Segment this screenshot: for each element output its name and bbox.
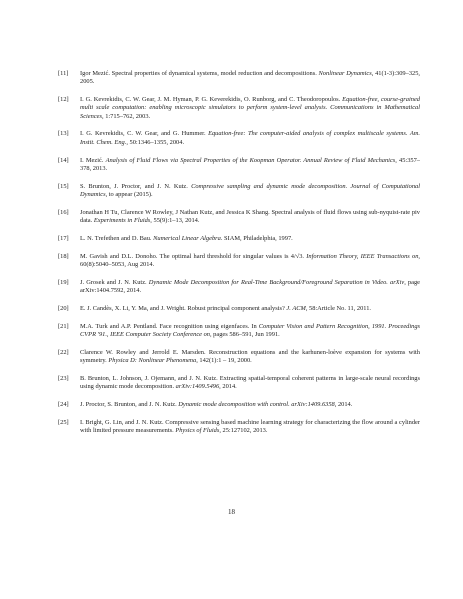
reference-text xyxy=(80,401,352,408)
reference-text xyxy=(80,130,420,145)
reference-item xyxy=(58,401,420,409)
reference-text xyxy=(80,209,420,224)
reference-segment: Jonathan H Tu, Clarence W Rowley, J Nathan Kutz, and Jessica K Shang. Spectral analysis of fluid flows using sub-nyquist-rate piv data. xyxy=(80,208,420,225)
reference-item xyxy=(58,375,420,392)
reference-segment: , 2014. xyxy=(219,383,237,391)
reference-italic-segment: Analysis of Fluid Flows via Spectral Properties of the Koopman Operator. Annual Review of Fluid Mechanics xyxy=(105,156,396,164)
reference-text xyxy=(80,323,420,338)
reference-italic-segment: Physica D: Nonlinear Phenomena xyxy=(108,357,197,365)
reference-number: [17] xyxy=(58,234,69,242)
reference-segment: , pages 586–591, Jun 1991. xyxy=(209,330,280,338)
reference-segment: Clarence W. Rowley and Jerrold E. Marsden. Reconstruction equations and the karhunen-loève expansion for systems with symmetry. xyxy=(80,348,420,365)
reference-item xyxy=(58,279,420,296)
reference-number: [24] xyxy=(58,400,69,408)
reference-italic-segment: Physics of Fluids xyxy=(175,427,220,435)
reference-number: [21] xyxy=(58,322,69,330)
reference-item xyxy=(58,253,420,270)
reference-number: [23] xyxy=(58,374,69,382)
reference-segment: M. Gavish and D.L. Donoho. The optimal hard threshold for singular values is 4/√3. xyxy=(80,252,307,260)
reference-segment: , 25:127102, 2013. xyxy=(219,427,268,435)
reference-italic-segment: J. ACM xyxy=(286,304,306,312)
reference-number: [22] xyxy=(58,348,69,356)
reference-text xyxy=(80,279,420,294)
reference-text xyxy=(80,253,420,268)
reference-item xyxy=(58,419,420,436)
reference-segment: J. Proctor, S. Brunton, and J. N. Kutz. xyxy=(80,400,179,408)
reference-item xyxy=(58,70,420,87)
reference-segment: S. Brunton, J. Proctor, and J. N. Kutz. xyxy=(80,182,192,190)
reference-item xyxy=(58,130,420,147)
reference-number: [11] xyxy=(58,70,69,77)
reference-text xyxy=(80,157,420,172)
reference-italic-segment: Equation-free, course-grained multi scale computation: enabling microscopic simulators to perform system-level analysis. Communications in Mathematical Sciences xyxy=(80,96,420,120)
reference-text xyxy=(80,419,420,434)
reference-number: [16] xyxy=(58,208,69,216)
reference-segment: I. Bright, G. Lin, and J. N. Kutz. Compressive sensing based machine learning strategy for characterizing the flow around a cylinder with limited pressure measurements. xyxy=(80,418,420,435)
reference-number: [19] xyxy=(58,278,69,286)
reference-text xyxy=(80,96,420,120)
reference-segment: B. Brunton, L. Johnson, J. Ojemann, and J. N. Kutz. Extracting spatial-temporal coherent patterns in large-scale neural recordings using dynamic mode decomposition. xyxy=(80,374,420,391)
reference-italic-segment: Numerical Linear Algebra xyxy=(153,234,221,242)
reference-text xyxy=(80,375,420,390)
reference-number: [12] xyxy=(58,96,69,104)
reference-text xyxy=(80,235,293,242)
reference-number: [14] xyxy=(58,156,69,164)
reference-segment: , 142(1):1 – 19, 2000. xyxy=(196,357,252,365)
reference-item xyxy=(58,183,420,200)
reference-item xyxy=(58,349,420,366)
reference-text xyxy=(80,183,420,198)
reference-italic-segment: Dynamic mode decomposition with control. arXiv:1409.6358 xyxy=(178,400,335,408)
reference-segment: L. N. Trefethen and D. Bau. xyxy=(80,234,154,242)
reference-list xyxy=(58,70,420,445)
reference-segment: E. J. Candès, X. Li, Y. Ma, and J. Wright. Robust principal component analysis? xyxy=(80,304,287,312)
reference-segment: J. Grosek and J. N. Kutz. xyxy=(80,278,149,286)
reference-italic-segment: Experiments in Fluids xyxy=(93,217,151,225)
reference-item xyxy=(58,235,420,243)
reference-text xyxy=(80,70,420,85)
reference-item xyxy=(58,157,420,174)
reference-number: [25] xyxy=(58,418,69,426)
reference-segment: , to appear (2015). xyxy=(105,190,153,198)
reference-segment: , 2014. xyxy=(334,400,353,408)
reference-segment: Igor Mezić. Spectral properties of dynamical systems, model reduction and decompositions. xyxy=(80,70,319,77)
reference-item xyxy=(58,323,420,340)
reference-segment: I. G. Kevrekidis, C. W. Gear, J. M. Hyman, P. G. Keverekidis, O. Runborg, and C. Theodoropoulos. xyxy=(80,96,343,104)
reference-number: [18] xyxy=(58,252,69,260)
reference-item xyxy=(58,96,420,121)
reference-segment: . SIAM, Philadelphia, 1997. xyxy=(220,234,293,242)
reference-segment: , 55(9):1–13, 2014. xyxy=(150,217,200,225)
reference-number: [15] xyxy=(58,182,69,190)
page-number: 18 xyxy=(228,508,235,516)
reference-segment: , 58:Article No. 11, 2011. xyxy=(305,304,372,312)
reference-italic-segment: Information Theory, IEEE Transactions on xyxy=(306,252,419,260)
reference-item xyxy=(58,305,420,313)
reference-segment: , page arXiv:1404.7592, 2014. xyxy=(80,278,420,295)
reference-segment: M.A. Turk and A.P. Pentland. Face recognition using eigenfaces. In xyxy=(80,322,259,330)
reference-segment: , 45:357–378, 2013. xyxy=(80,156,420,172)
reference-italic-segment: Compressive sampling and dynamic mode decomposition. Journal of Computational Dynamics xyxy=(80,182,420,198)
reference-text xyxy=(80,305,371,312)
reference-segment: , 41(1-3):309–325, 2005. xyxy=(80,70,420,86)
reference-italic-segment: Nonlinear Dynamics xyxy=(318,70,372,77)
reference-segment: , 60(8):5040–5053, Aug 2014. xyxy=(80,252,420,268)
reference-italic-segment: Dynamic Mode Decomposition for Real-Time Background/Foreground Separation in Video. arXiv xyxy=(148,278,405,286)
reference-italic-segment: Computer Vision and Pattern Recognition, 1991. Proceedings CVPR '91., IEEE Computer Society Conference on xyxy=(80,322,420,338)
reference-text xyxy=(80,349,420,364)
reference-item xyxy=(58,209,420,226)
reference-italic-segment: Equation-free: The computer-aided analysis of complex multiscale systems. Am. Instit. Chem. Eng. xyxy=(80,130,420,146)
reference-segment: I. G. Kevrekidis, C. W. Gear, and G. Hummer. xyxy=(80,130,209,138)
reference-segment: , 50:1346–1355, 2004. xyxy=(126,138,185,146)
reference-number: [20] xyxy=(58,304,69,312)
reference-segment: I. Mezić. xyxy=(80,156,106,164)
reference-number: [13] xyxy=(58,130,69,138)
reference-segment: , 1:715–762, 2003. xyxy=(102,112,151,120)
reference-italic-segment: arXiv:1409.5496 xyxy=(175,383,220,391)
